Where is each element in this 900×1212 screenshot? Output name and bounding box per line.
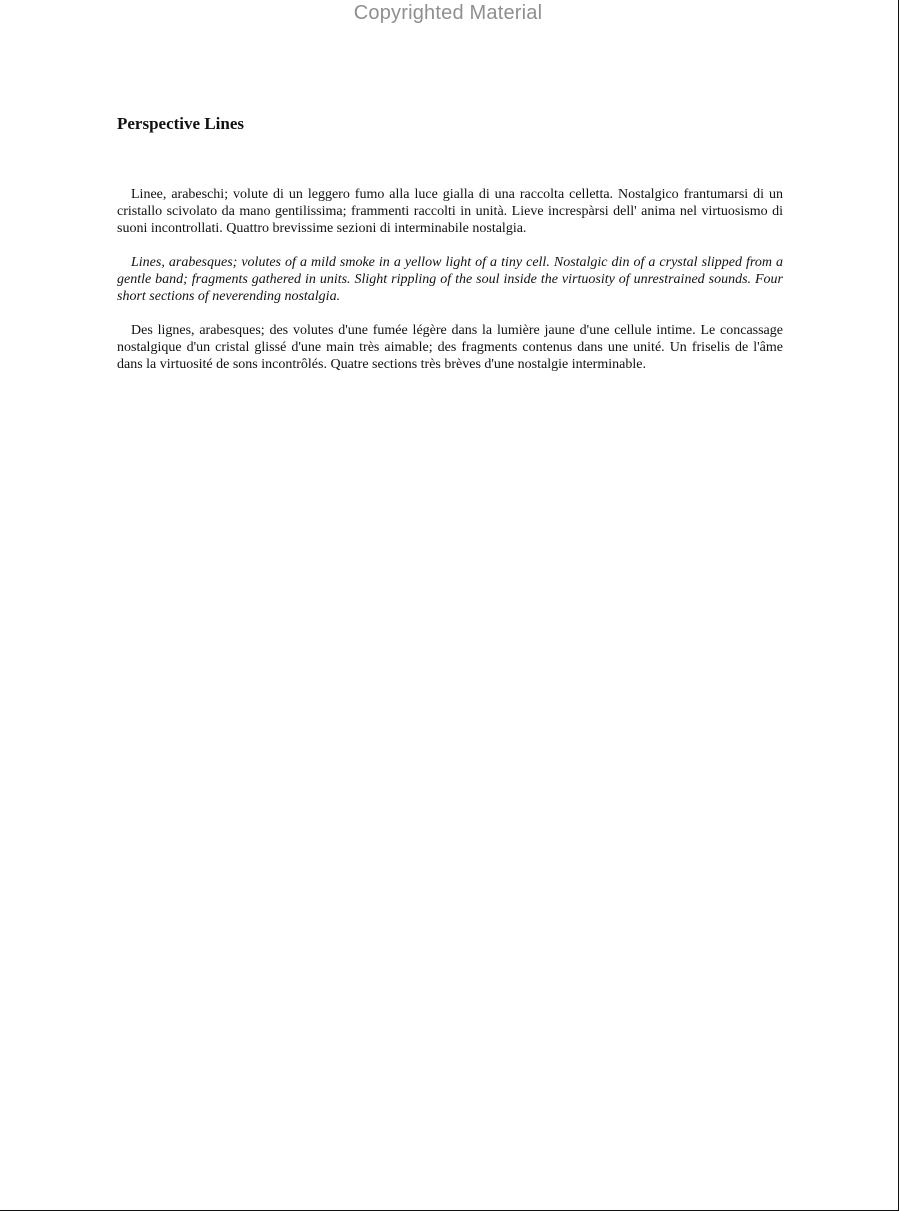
copyright-watermark: Copyrighted Material — [353, 2, 543, 24]
page-title: Perspective Lines — [117, 114, 244, 133]
paragraph-italian: Linee, arabeschi; volute di un leggero fumo alla luce gialla di una raccolta celletta. Nostalgico frantumarsi di un cristallo scivolato da mano gentilissima; frammenti raccolti in unità. Lieve increspàrsi dell' anima nel virtuosismo di suoni incontrollati. Quattro brevissime sezioni di interminabile nostalgia. — [117, 187, 783, 236]
paragraph-english: Lines, arabesques; volutes of a mild smoke in a yellow light of a tiny cell. Nostalgic din of a crystal slipped from a gentle band; fragments gathered in units. Slight rippling of the soul inside the virtuosity of unrestrained sounds. Four short sections of neverending nostalgia. — [117, 255, 783, 304]
description-body — [117, 186, 783, 390]
paragraph-french: Des lignes, arabesques; des volutes d'une fumée légère dans la lumière jaune d'une cellule intime. Le concassage nostalgique d'un cristal glissé d'une main très aimable; des fragments contenus dans une unité. Un friselis de l'âme dans la virtuosité de sons incontrôlés. Quatre sections très brèves d'une nostalgie interminable. — [117, 323, 783, 372]
